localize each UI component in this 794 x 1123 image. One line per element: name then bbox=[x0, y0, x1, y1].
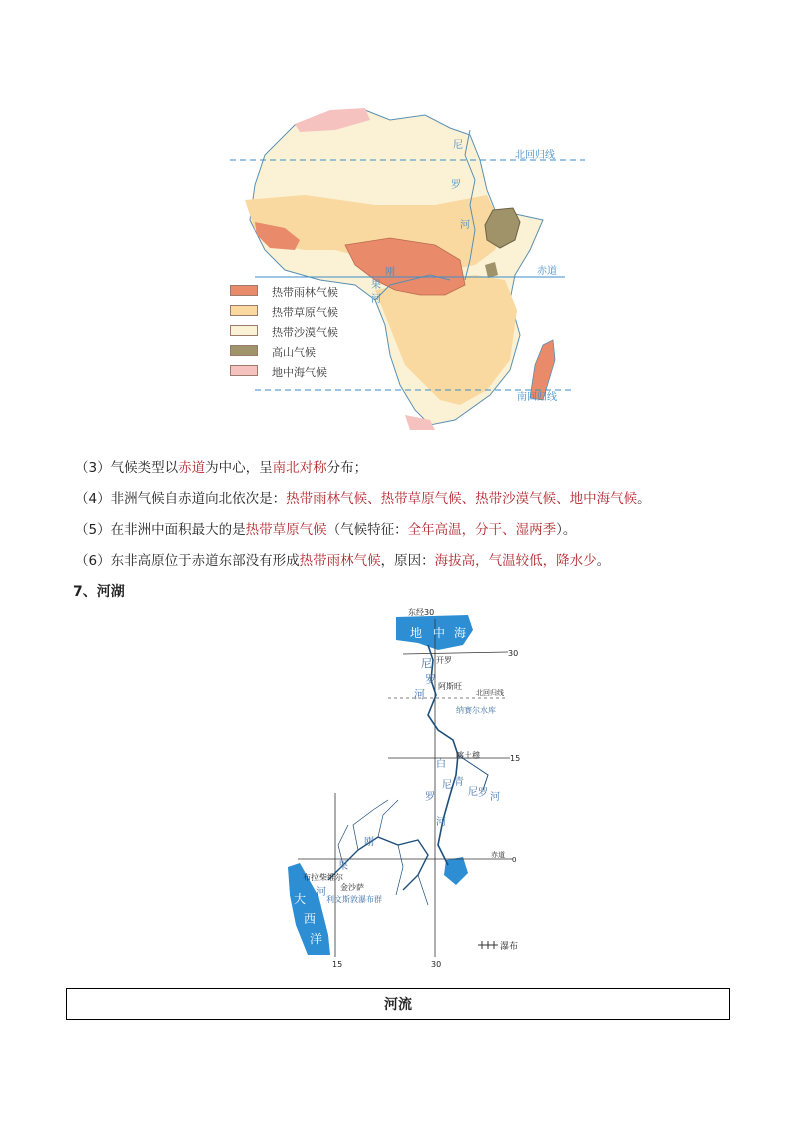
tropic-south-label: 南回归线 bbox=[517, 392, 557, 403]
blue-nile-label-4: 河 bbox=[490, 792, 500, 803]
lon30-label: 30 bbox=[431, 960, 442, 969]
med-label-1: 地 bbox=[410, 626, 423, 640]
khartoum-label: 喀土穆 bbox=[456, 751, 480, 760]
note-text: （6）东非高原位于赤道东部没有形成 bbox=[75, 553, 300, 569]
note-answer: 热带草原气候 bbox=[380, 491, 462, 507]
note-answer: 热带草原气候 bbox=[245, 522, 327, 538]
note-answer: 赤道 bbox=[178, 460, 206, 476]
nasser-label: 纳赛尔水库 bbox=[456, 706, 496, 715]
med-label-2: 中 bbox=[433, 626, 446, 640]
note-text: 。 bbox=[637, 491, 651, 507]
note-text: ，原因： bbox=[380, 553, 435, 569]
note-text: 为中心，呈 bbox=[205, 460, 273, 476]
tropic-north-label: 北回归线 bbox=[476, 689, 504, 697]
legend-swatch bbox=[230, 325, 258, 336]
lat15-label: 15 bbox=[510, 754, 521, 763]
white-nile-label-1: 白 bbox=[436, 759, 446, 770]
nile-label-2: 罗 bbox=[451, 180, 461, 191]
legend-swatch bbox=[230, 365, 258, 376]
note-text: （3）气候类型以 bbox=[75, 460, 179, 476]
congo-label-3: 河 bbox=[316, 887, 326, 898]
note-answer: 、 bbox=[556, 491, 570, 507]
equator-label: 赤道 bbox=[537, 266, 557, 277]
note-answer: 南北对称 bbox=[272, 460, 327, 476]
congo-label-1: 刚 bbox=[364, 837, 374, 848]
note-answer: 热带雨林气候 bbox=[299, 553, 381, 569]
note-6 bbox=[75, 549, 610, 569]
note-answer: 热带雨林气候 bbox=[286, 491, 368, 507]
note-text: （气候特征： bbox=[326, 522, 408, 538]
blue-nile-label-1: 青 bbox=[454, 777, 464, 788]
legend-label: 热带草原气候 bbox=[272, 306, 338, 319]
note-4 bbox=[75, 487, 651, 507]
river-table-header bbox=[66, 988, 730, 1020]
congo-label-2: 果 bbox=[338, 861, 348, 872]
med-label-3: 海 bbox=[454, 626, 467, 640]
nile-label-1: 尼 bbox=[453, 140, 463, 151]
madagascar bbox=[530, 340, 555, 400]
white-nile-label-4: 河 bbox=[436, 817, 446, 828]
equator-label: 赤道 bbox=[491, 851, 505, 859]
note-answer: 、 bbox=[367, 491, 381, 507]
legend-label: 地中海气候 bbox=[272, 366, 327, 379]
lat30-line bbox=[403, 652, 508, 654]
blue-nile-label-2: 尼 bbox=[468, 787, 478, 798]
section-heading: 7、河湖 bbox=[73, 584, 125, 600]
note-5 bbox=[75, 518, 576, 538]
nile-label-3: 河 bbox=[414, 688, 425, 701]
note-answer: 、 bbox=[461, 491, 476, 507]
note-text: （4）非洲气候自赤道向北依次是： bbox=[75, 491, 287, 507]
lat0-label: 0 bbox=[512, 856, 517, 864]
legend-swatch bbox=[230, 285, 258, 296]
atlantic-label-2: 西 bbox=[304, 912, 317, 926]
note-answer: 热带沙漠气候 bbox=[475, 491, 557, 507]
brazzaville-label: 布拉柴维尔 bbox=[303, 873, 343, 882]
note-answer: 地中海气候 bbox=[569, 491, 638, 507]
legend-label: 热带沙漠气候 bbox=[272, 326, 338, 339]
legend-swatch bbox=[230, 345, 258, 356]
congo-label-1: 刚 bbox=[385, 267, 395, 278]
note-text: 分布； bbox=[326, 460, 368, 476]
legend-label: 高山气候 bbox=[272, 346, 316, 359]
table-header-cell: 河流 bbox=[384, 997, 412, 1013]
africa-climate-map bbox=[225, 100, 590, 445]
note-text: ）。 bbox=[556, 522, 577, 538]
cairo-label: 开罗 bbox=[436, 656, 452, 665]
nile-label-2: 罗 bbox=[425, 673, 436, 686]
nile-label-1: 尼 bbox=[421, 657, 432, 670]
note-3 bbox=[75, 456, 367, 476]
white-nile-label-3: 罗 bbox=[425, 792, 435, 803]
white-nile-label-2: 尼 bbox=[442, 780, 452, 791]
legend-label: 热带雨林气候 bbox=[272, 286, 338, 299]
atlantic-label-1: 大 bbox=[294, 892, 307, 906]
atlantic-label-3: 洋 bbox=[310, 932, 323, 946]
aswan-label: 阿斯旺 bbox=[438, 682, 462, 691]
note-text: 。 bbox=[596, 553, 611, 569]
east30-label: 东经30 bbox=[408, 608, 435, 617]
tropic-north-label: 北回归线 bbox=[515, 150, 555, 161]
kinshasa-label: 金沙萨 bbox=[340, 883, 364, 892]
congo-label-2: 果 bbox=[371, 280, 381, 291]
blue-nile-label-3: 罗 bbox=[478, 788, 488, 799]
livingstone-label: 利文斯敦瀑布群 bbox=[326, 895, 382, 904]
waterfall-legend-label: 瀑布 bbox=[500, 942, 519, 952]
legend-swatch bbox=[230, 305, 258, 316]
note-text: （5）在非洲中面积最大的是 bbox=[75, 522, 246, 538]
note-answer: 全年高温，分干、湿两季 bbox=[407, 522, 557, 538]
note-answer: 海拔高，气温较低，降水少 bbox=[434, 553, 597, 569]
lake-victoria-shape bbox=[444, 857, 468, 885]
congo-label-3: 河 bbox=[371, 294, 381, 305]
nile-label-3: 河 bbox=[460, 220, 470, 231]
lon15-label: 15 bbox=[332, 960, 343, 969]
river-map bbox=[278, 605, 528, 970]
lat30-label: 30 bbox=[508, 649, 519, 658]
